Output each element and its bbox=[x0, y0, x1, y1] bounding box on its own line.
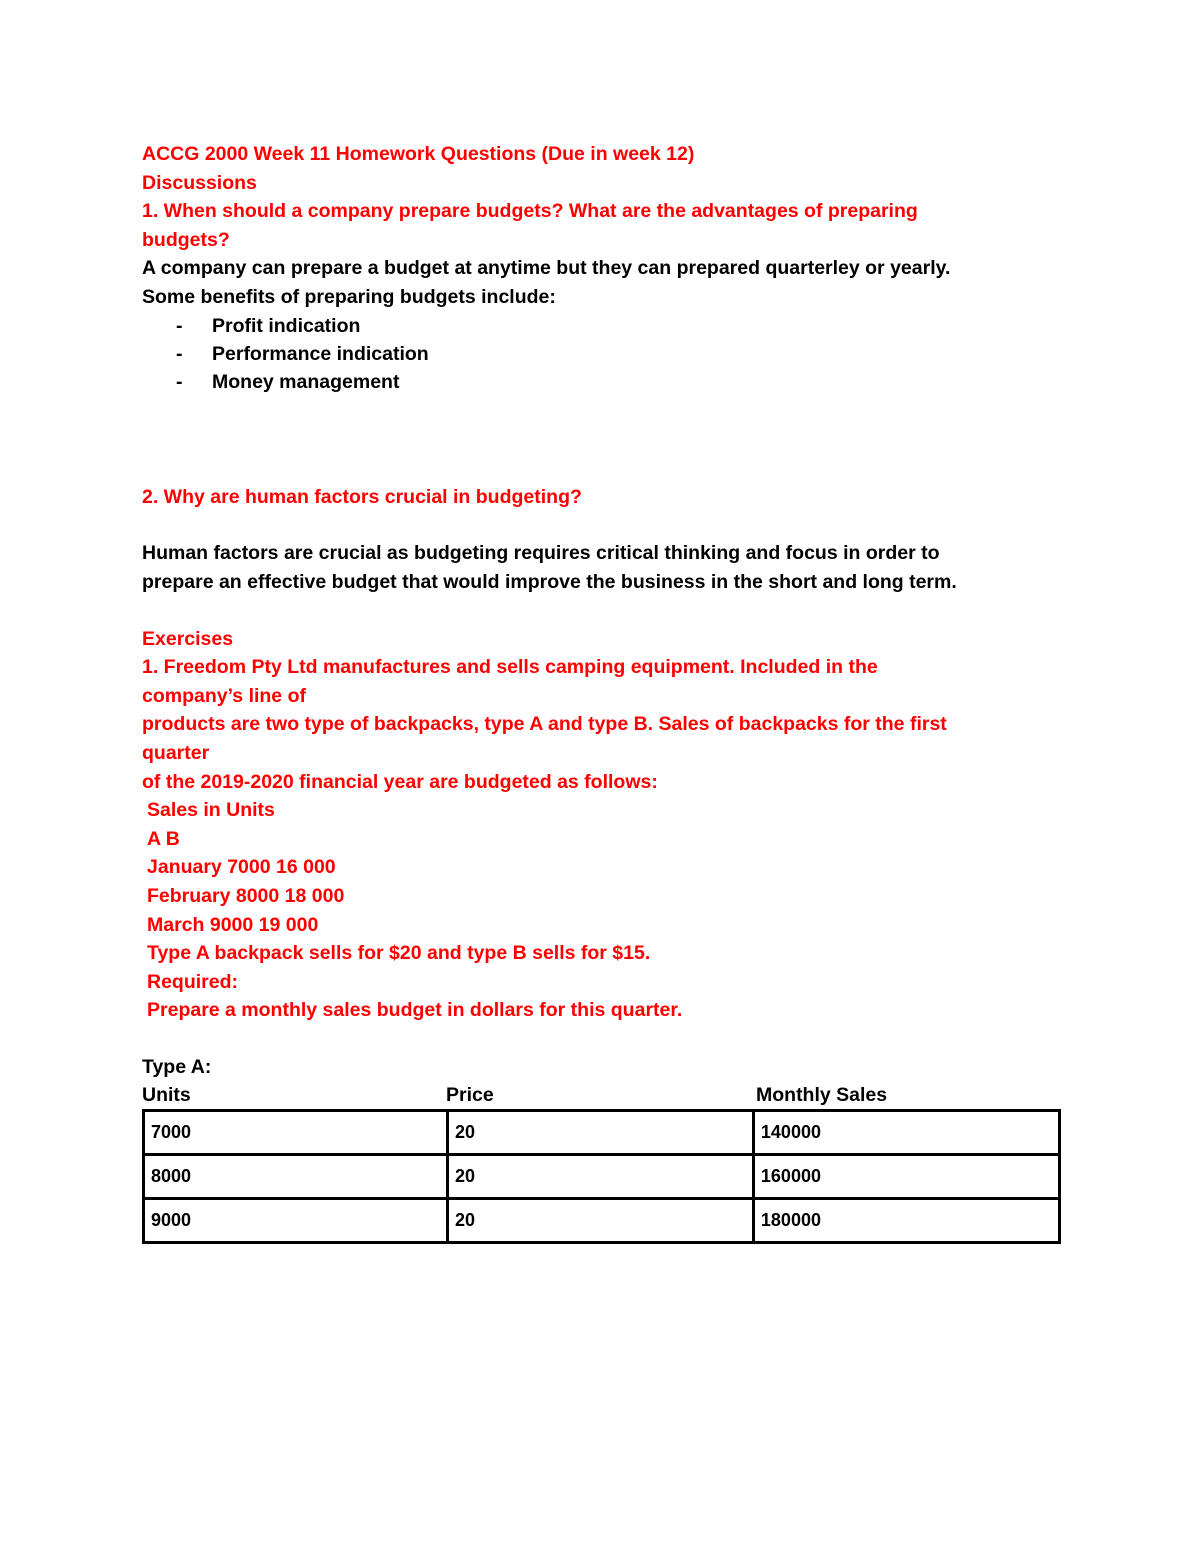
exercise-q1-line: of the 2019-2020 financial year are budgeted as follows: bbox=[142, 770, 658, 793]
exercise-q1-line: 1. Freedom Pty Ltd manufactures and sells camping equipment. Included in the bbox=[142, 656, 878, 679]
exercise-data-line: Prepare a monthly sales budget in dollars for this quarter. bbox=[147, 999, 683, 1022]
exercise-data-line: Type A backpack sells for $20 and type B sells for $15. bbox=[147, 942, 651, 965]
benefits-list bbox=[142, 312, 1062, 397]
header-monthly-sales: Monthly Sales bbox=[756, 1084, 888, 1107]
spacer bbox=[142, 397, 1062, 483]
exercise-data-line: Sales in Units bbox=[147, 799, 275, 822]
list-item bbox=[142, 312, 1062, 340]
spacer bbox=[142, 511, 1062, 539]
header-price: Price bbox=[446, 1084, 494, 1107]
list-item-label: Performance indication bbox=[212, 342, 429, 365]
table-cell-monthly-sales: 180000 bbox=[753, 1199, 1059, 1243]
table-cell-units: 7000 bbox=[144, 1111, 448, 1155]
sales-table bbox=[142, 1109, 1061, 1244]
spacer bbox=[142, 1025, 1062, 1053]
exercise-data-line: A B bbox=[147, 827, 180, 850]
type-a-label: Type A: bbox=[142, 1055, 212, 1078]
spacer bbox=[142, 597, 1062, 625]
dash-bullet: - bbox=[176, 342, 183, 365]
exercise-data-line: Required: bbox=[147, 970, 239, 993]
table-row bbox=[144, 1199, 1060, 1243]
list-item bbox=[142, 340, 1062, 368]
header-units: Units bbox=[142, 1084, 191, 1107]
table-cell-price: 20 bbox=[448, 1199, 754, 1243]
discussion-q2: 2. Why are human factors crucial in budgeting? bbox=[142, 485, 582, 508]
discussions-heading: Discussions bbox=[142, 171, 257, 194]
table-cell-price: 20 bbox=[448, 1155, 754, 1199]
list-item-label: Money management bbox=[212, 371, 400, 394]
discussion-q1-line1: 1. When should a company prepare budgets? What are the advantages of preparing bbox=[142, 200, 918, 223]
document-page bbox=[142, 140, 1062, 1244]
exercise-data-line: January 7000 16 000 bbox=[147, 856, 336, 879]
exercise-data-line: February 8000 18 000 bbox=[147, 884, 345, 907]
discussion-a1-line2: Some benefits of preparing budgets include: bbox=[142, 285, 556, 308]
discussion-q1-line2: budgets? bbox=[142, 228, 230, 251]
table-cell-price: 20 bbox=[448, 1111, 754, 1155]
table-row bbox=[144, 1111, 1060, 1155]
dash-bullet: - bbox=[176, 371, 183, 394]
list-item-label: Profit indication bbox=[212, 314, 361, 337]
discussion-a2-line1: Human factors are crucial as budgeting requires critical thinking and focus in order to bbox=[142, 542, 940, 565]
discussion-a1-line1: A company can prepare a budget at anytime but they can prepared quarterley or yearly. bbox=[142, 257, 951, 280]
exercise-q1-line: quarter bbox=[142, 741, 210, 764]
table-cell-monthly-sales: 160000 bbox=[753, 1155, 1059, 1199]
table-cell-units: 8000 bbox=[144, 1155, 448, 1199]
exercise-q1-line: company’s line of bbox=[142, 684, 306, 707]
table-cell-units: 9000 bbox=[144, 1199, 448, 1243]
dash-bullet: - bbox=[176, 314, 183, 337]
table-headers bbox=[142, 1081, 1062, 1109]
exercise-q1-line: products are two type of backpacks, type A and type B. Sales of backpacks for the first bbox=[142, 713, 947, 736]
table-row bbox=[144, 1155, 1060, 1199]
exercises-heading: Exercises bbox=[142, 627, 234, 650]
list-item bbox=[142, 368, 1062, 396]
document-title: ACCG 2000 Week 11 Homework Questions (Due in week 12) bbox=[142, 143, 695, 165]
discussion-a2-line2: prepare an effective budget that would improve the business in the short and long term. bbox=[142, 570, 957, 593]
exercise-data-line: March 9000 19 000 bbox=[147, 913, 319, 936]
table-cell-monthly-sales: 140000 bbox=[753, 1111, 1059, 1155]
